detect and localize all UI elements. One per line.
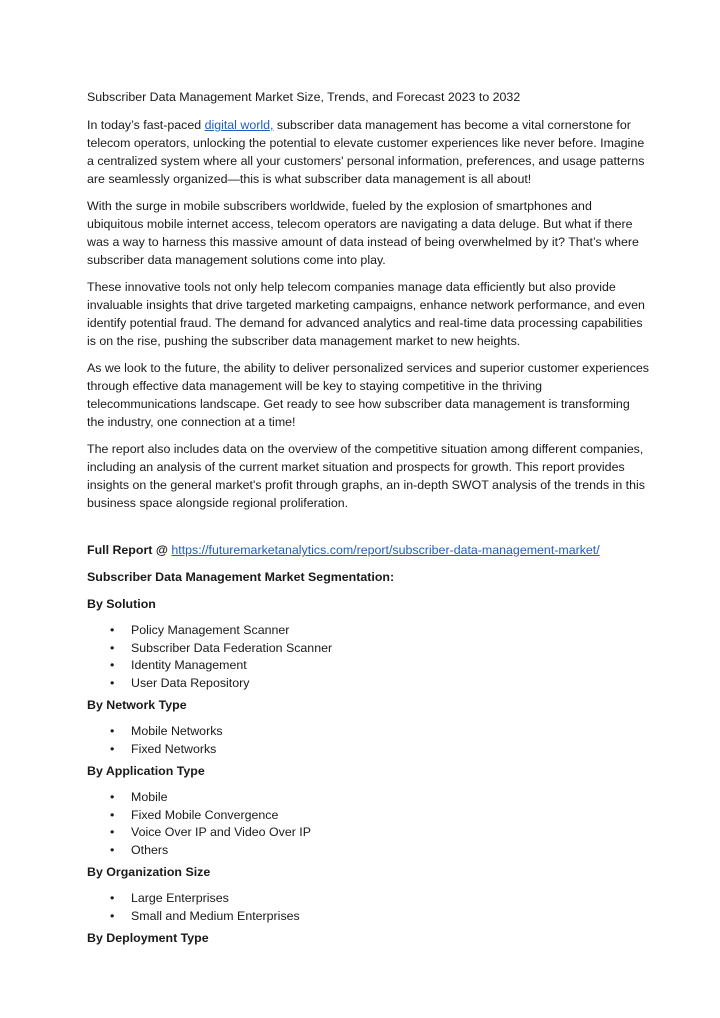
paragraph-report-overview: The report also includes data on the overview of the competitive situation among different companies, including an analysis of the current market situation and prospects for growth. This report provides insights on the general market's profit through graphs, an in-depth SWOT analysis of the trends in this business space alongside regional proliferation.: [87, 442, 645, 510]
segment-list-solution: [87, 622, 650, 692]
segment-heading-application-type: By Application Type: [87, 764, 205, 778]
full-report-line: [87, 541, 650, 559]
paragraph-mobile-subscribers: With the surge in mobile subscribers worldwide, fueled by the explosion of smartphones and ubiquitous mobile internet access, telecom operators are navigating a data deluge. But what if there was a way to harness this massive amount of data instead of being overwhelmed by it? That’s where subscriber data management solutions come into play.: [87, 199, 639, 267]
list-item: • Voice Over IP and Video Over IP: [87, 824, 650, 842]
spacer: [87, 521, 650, 541]
list-item: • Mobile: [87, 789, 650, 807]
list-item: • Fixed Mobile Convergence: [87, 807, 650, 825]
list-item: • Subscriber Data Federation Scanner: [87, 640, 650, 658]
full-report-label: Full Report @: [87, 543, 172, 557]
segment-heading-network-type: By Network Type: [87, 698, 187, 712]
list-item: • User Data Repository: [87, 675, 650, 693]
segment-heading-solution: By Solution: [87, 597, 156, 611]
segment-heading-organization-size: By Organization Size: [87, 865, 211, 879]
full-report-link[interactable]: https://futuremarketanalytics.com/report/subscriber-data-management-market/: [171, 543, 600, 557]
list-item: • Small and Medium Enterprises: [87, 908, 650, 926]
digital-world-link[interactable]: digital world,: [204, 118, 274, 132]
segment-list-network-type: [87, 723, 650, 758]
segmentation-heading: Subscriber Data Management Market Segmentation:: [87, 570, 395, 584]
list-item: • Identity Management: [87, 657, 650, 675]
document-title: Subscriber Data Management Market Size, Trends, and Forecast 2023 to 2032: [87, 90, 521, 104]
intro-paragraph: [87, 116, 650, 188]
paragraph-future: As we look to the future, the ability to deliver personalized services and superior customer experiences through effective data management will be key to staying competitive in the thriving telecommunications landscape. Get ready to see how subscriber data management is transforming the industry, one connection at a time!: [87, 361, 649, 429]
intro-text-before: In today’s fast-paced: [87, 118, 205, 132]
paragraph-innovative-tools: These innovative tools not only help telecom companies manage data efficiently but also provide invaluable insights that drive targeted marketing campaigns, enhance network performance, and even identify potential fraud. The demand for advanced analytics and real-time data processing capabilities is on the rise, pushing the subscriber data management market to new heights.: [87, 280, 645, 348]
segment-list-application-type: [87, 789, 650, 859]
list-item: • Large Enterprises: [87, 890, 650, 908]
segment-list-organization-size: [87, 890, 650, 925]
list-item: • Others: [87, 842, 650, 860]
list-item: • Mobile Networks: [87, 723, 650, 741]
intro-text-after: subscriber data management has become a vital cornerstone for telecom operators, unlocking the potential to elevate customer experiences like never before. Imagine a centralized system where all your customers' personal information, preferences, and usage patterns are seamlessly organized—this is what subscriber data management is all about!: [87, 118, 645, 186]
list-item: • Policy Management Scanner: [87, 622, 650, 640]
list-item: • Fixed Networks: [87, 741, 650, 759]
segment-heading-deployment-type: By Deployment Type: [87, 931, 209, 945]
